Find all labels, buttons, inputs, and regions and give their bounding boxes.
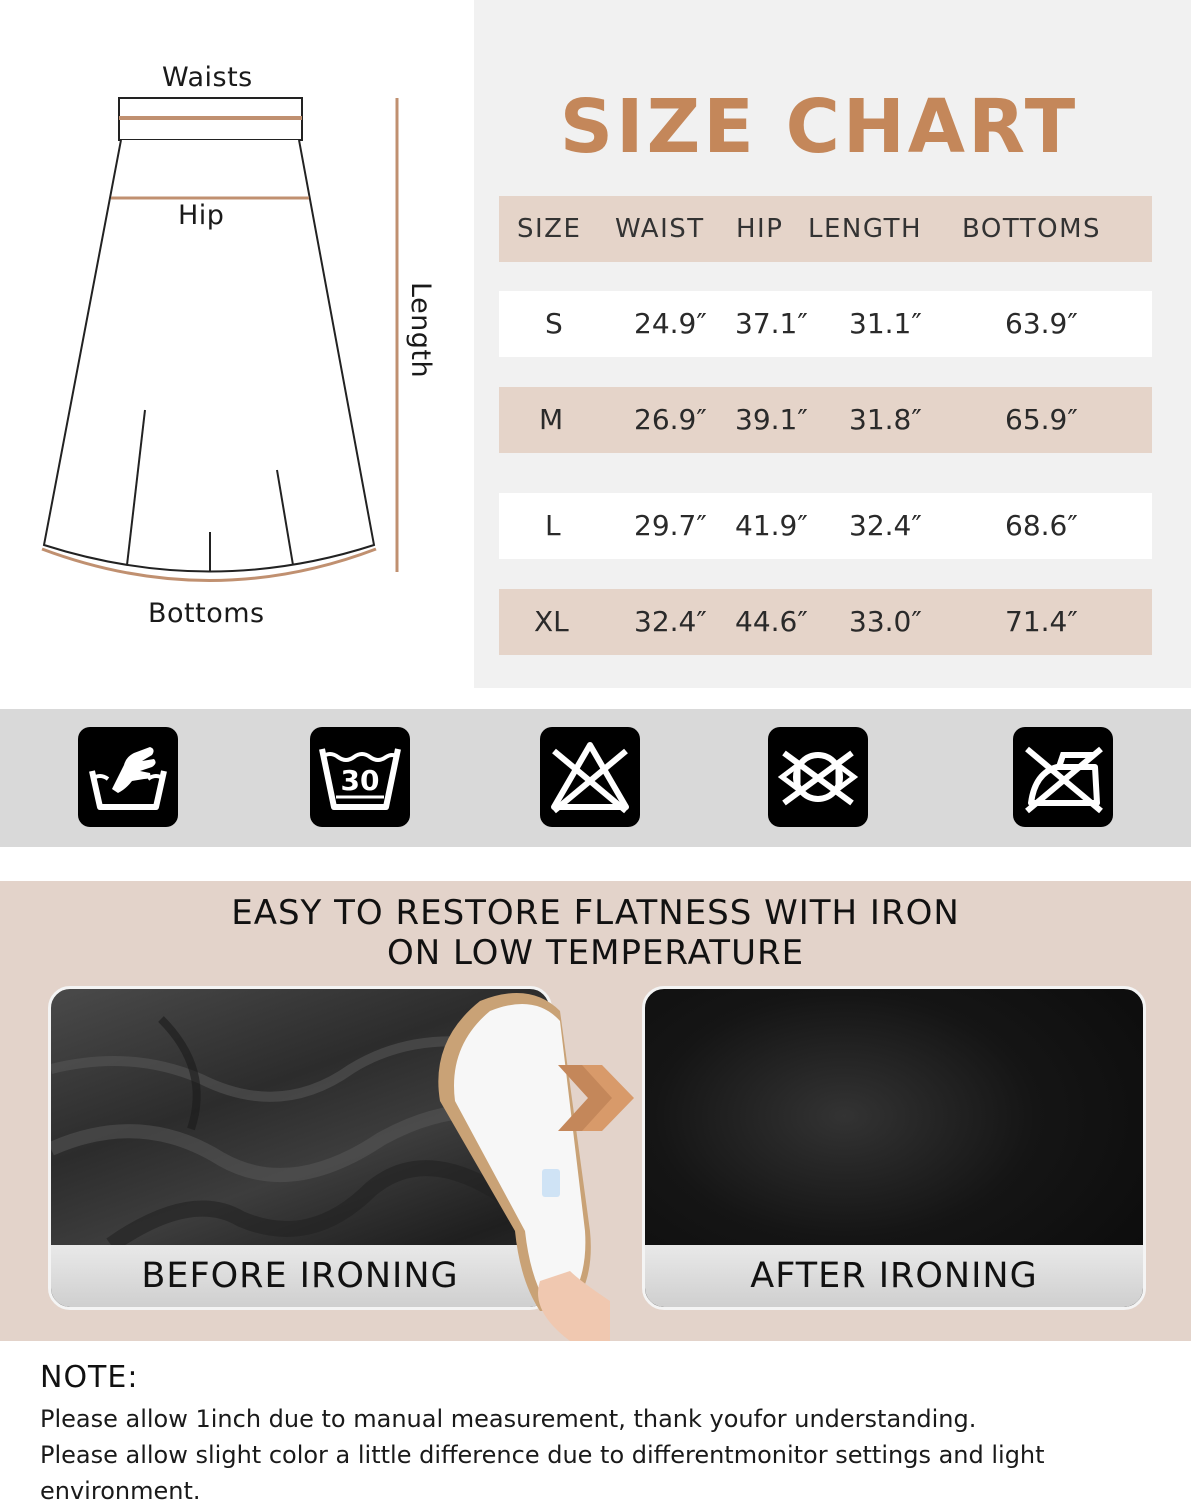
- table-row: [499, 589, 1152, 655]
- cell-size: XL: [534, 605, 569, 638]
- handheld-steamer-graphic: [420, 981, 610, 1341]
- skirt-outline-graphic: [0, 0, 470, 690]
- do-not-tumble-dry-icon: [768, 727, 868, 827]
- table-row: [499, 291, 1152, 357]
- cell-size: L: [545, 509, 561, 542]
- wash-temperature-text: 30: [340, 764, 380, 797]
- note-section: [40, 1360, 1170, 1509]
- note-heading: NOTE:: [40, 1360, 139, 1395]
- cell-length: 32.4″: [849, 509, 922, 542]
- cell-length: 31.1″: [849, 307, 922, 340]
- note-line: Please allow slight color a little difference due to differentmonitor settings and light: [40, 1441, 1045, 1469]
- cell-bottoms: 63.9″: [1005, 307, 1078, 340]
- note-line: environment.: [40, 1477, 201, 1505]
- hip-label: Hip: [178, 200, 225, 231]
- header-size: SIZE: [517, 214, 582, 244]
- before-ironing-label: BEFORE IRONING: [51, 1245, 549, 1307]
- header-bottoms: BOTTOMS: [962, 214, 1102, 244]
- do-not-bleach-icon: [540, 727, 640, 827]
- header-hip: HIP: [736, 214, 784, 244]
- ironing-title-line1: EASY TO RESTORE FLATNESS WITH IRON: [231, 893, 960, 933]
- skirt-measurement-diagram: [0, 0, 470, 690]
- cell-size: M: [539, 403, 564, 436]
- cell-bottoms: 65.9″: [1005, 403, 1078, 436]
- after-ironing-photo: [642, 986, 1146, 1310]
- hand-wash-icon: [78, 727, 178, 827]
- size-chart-header-row: [499, 196, 1152, 262]
- cell-waist: 24.9″: [634, 307, 707, 340]
- cell-waist: 32.4″: [634, 605, 707, 638]
- note-line: Please allow 1inch due to manual measurement, thank youfor understanding.: [40, 1405, 977, 1433]
- do-not-iron-icon: [1013, 727, 1113, 827]
- size-chart-title: SIZE CHART: [559, 84, 1079, 170]
- cell-hip: 39.1″: [735, 403, 808, 436]
- cell-bottoms: 68.6″: [1005, 509, 1078, 542]
- header-length: LENGTH: [808, 214, 923, 244]
- care-instructions-band: [0, 709, 1191, 847]
- length-label: Length: [405, 282, 436, 379]
- ironing-section: [0, 881, 1191, 1341]
- cell-size: S: [545, 307, 563, 340]
- cell-hip: 37.1″: [735, 307, 808, 340]
- cell-hip: 41.9″: [735, 509, 808, 542]
- cell-hip: 44.6″: [735, 605, 808, 638]
- wash-30-icon: [310, 727, 410, 827]
- double-chevron-right-icon: [556, 1063, 636, 1133]
- cell-length: 33.0″: [849, 605, 922, 638]
- header-waist: WAIST: [615, 214, 705, 244]
- bottoms-label: Bottoms: [148, 598, 265, 629]
- cell-waist: 26.9″: [634, 403, 707, 436]
- size-chart-panel: [474, 0, 1191, 688]
- ironing-title-line2: ON LOW TEMPERATURE: [386, 933, 805, 973]
- cell-length: 31.8″: [849, 403, 922, 436]
- cell-bottoms: 71.4″: [1005, 605, 1078, 638]
- table-row: [499, 493, 1152, 559]
- waists-label: Waists: [162, 62, 253, 93]
- after-ironing-label: AFTER IRONING: [645, 1245, 1143, 1307]
- table-row: [499, 387, 1152, 453]
- cell-waist: 29.7″: [634, 509, 707, 542]
